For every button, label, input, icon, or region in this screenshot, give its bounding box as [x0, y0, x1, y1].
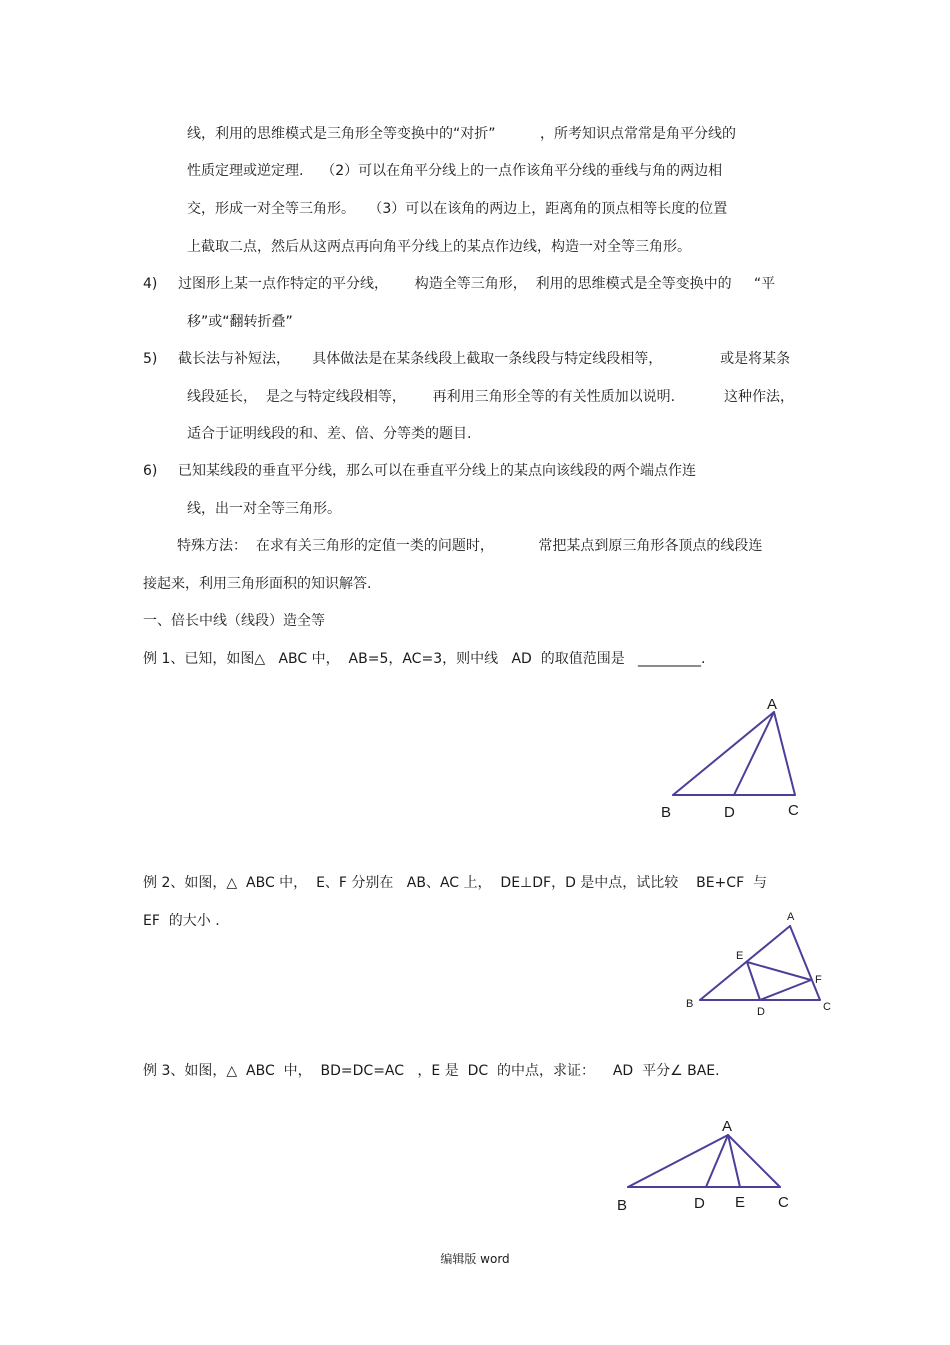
label-D: D — [694, 1195, 705, 1212]
label-C: C — [778, 1194, 789, 1211]
paragraph-line: 适合于证明线段的和、差、倍、分等类的题目. — [187, 426, 472, 442]
list-number: 5) — [143, 351, 158, 367]
segment-AE — [728, 1135, 740, 1187]
label-C: C — [823, 1001, 831, 1013]
segment-AD — [706, 1135, 728, 1187]
paragraph-line: 性质定理或逆定理. （2）可以在角平分线上的一点作该角平分线的垂线与角的两边相 — [187, 163, 723, 179]
label-B: B — [686, 998, 694, 1010]
paragraph-line: 已知某线段的垂直平分线，那么可以在垂直平分线上的某点向该线段的两个端点作连 — [178, 463, 696, 479]
label-B: B — [617, 1197, 628, 1214]
label-E: E — [735, 1194, 746, 1211]
label-F: F — [815, 974, 822, 986]
label-A: A — [722, 1118, 733, 1135]
paragraph-line: 上截取二点，然后从这两点再向角平分线上的某点作边线，构造一对全等三角形。 — [187, 239, 691, 255]
segment-AB — [628, 1135, 728, 1187]
list-number: 4) — [143, 276, 158, 292]
paragraph-line: 线，出一对全等三角形。 — [187, 501, 341, 517]
example-2-text: EF 的大小 . — [143, 913, 220, 929]
paragraph-line: 接起来，利用三角形面积的知识解答. — [143, 576, 372, 592]
label-D: D — [757, 1006, 765, 1018]
label-A: A — [767, 696, 778, 713]
segment-AC — [728, 1135, 780, 1187]
example-2-text: 例 2、如图，△ ABC 中， E、F 分别在 AB、AC 上， DE⊥DF，D 是中点，试比较 BE+CF 与 — [143, 875, 768, 891]
example-1-text: 例 1、已知，如图△ ABC 中， AB=5，AC=3，则中线 AD 的取值范围是 _________. — [143, 651, 706, 667]
page-footer: 编辑版 word — [440, 1252, 510, 1266]
section-heading: 一、倍长中线（线段）造全等 — [143, 613, 325, 629]
label-A: A — [787, 911, 795, 923]
label-C: C — [788, 802, 799, 819]
paragraph-line: 特殊方法： 在求有关三角形的定值一类的问题时， 常把某点到原三角形各顶点的线段连 — [177, 538, 763, 554]
paragraph-line: 过图形上某一点作特定的平分线， 构造全等三角形， 利用的思维模式是全等变换中的 “平 — [178, 276, 776, 292]
paragraph-line: 移”或“翻转折叠” — [187, 314, 293, 330]
paragraph-line: 线段延长， 是之与特定线段相等， 再利用三角形全等的有关性质加以说明. 这种作法， — [187, 389, 795, 405]
paragraph-line: 线，利用的思维模式是三角形全等变换中的“对折” ，所考知识点常常是角平分线的 — [187, 126, 737, 142]
example-3-text: 例 3、如图，△ ABC 中， BD=DC=AC ，E 是 DC 的中点，求证： AD 平分∠ BAE. — [143, 1063, 720, 1079]
label-E: E — [736, 950, 744, 962]
paragraph-line: 截长法与补短法， 具体做法是在某条线段上截取一条线段与特定线段相等， 或是将某条 — [178, 351, 791, 367]
label-D: D — [724, 804, 735, 821]
label-B: B — [661, 804, 672, 821]
paragraph-line: 交，形成一对全等三角形。 （3）可以在该角的两边上，距离角的顶点相等长度的位置 — [187, 201, 728, 217]
list-number: 6) — [143, 463, 158, 479]
